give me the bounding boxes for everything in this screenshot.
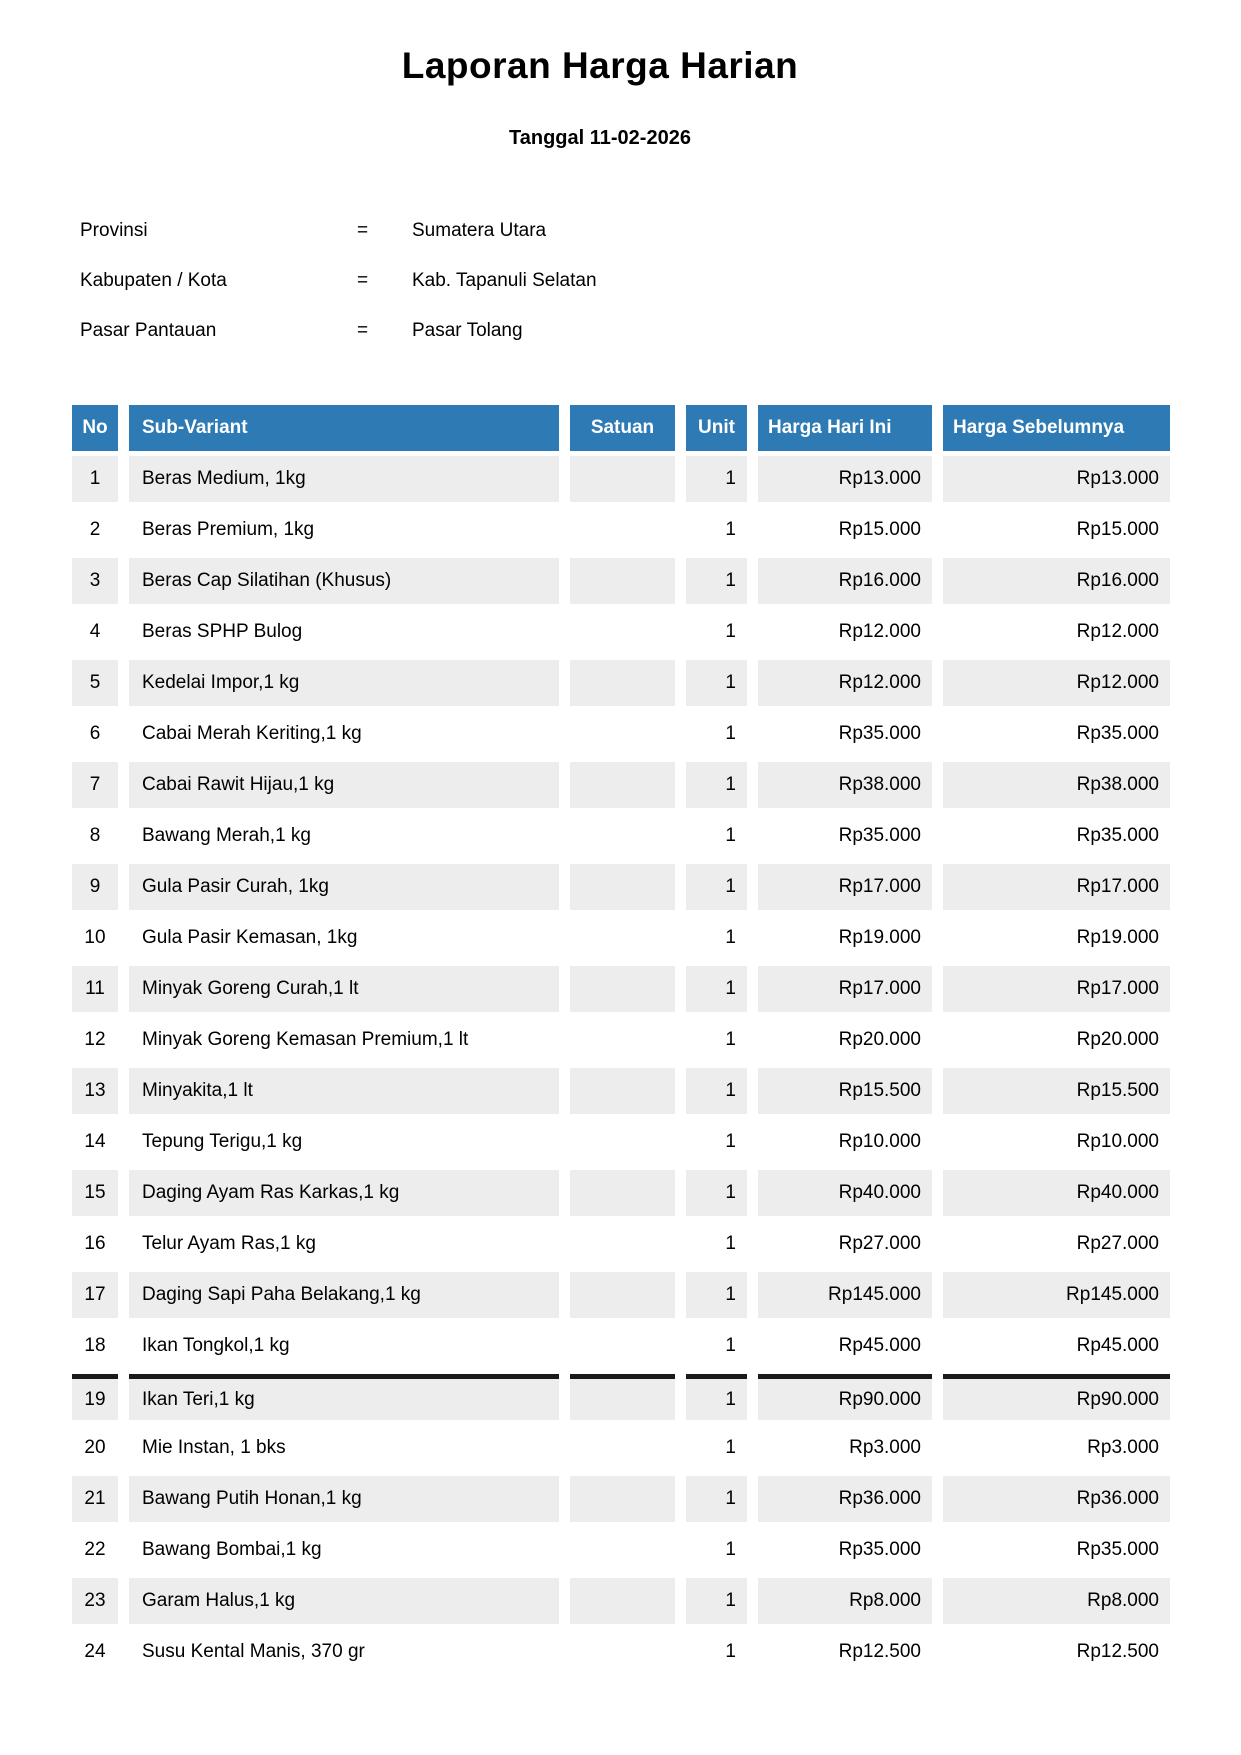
cell-sub-variant: Kedelai Impor,1 kg	[129, 660, 559, 706]
cell-unit: 1	[686, 1374, 747, 1420]
metadata-row-pasar	[80, 320, 780, 370]
cell-sub-variant: Gula Pasir Curah, 1kg	[129, 864, 559, 910]
cell-satuan	[570, 1272, 675, 1318]
column-header-harga-hari-ini: Harga Hari Ini	[758, 405, 932, 451]
cell-harga-hari-ini: Rp15.500	[758, 1068, 932, 1114]
cell-harga-hari-ini: Rp35.000	[838, 723, 921, 744]
cell-harga-sebelumnya: Rp27.000	[1076, 1233, 1159, 1254]
column-header-no: No	[72, 405, 118, 451]
cell-harga-sebelumnya: Rp90.000	[943, 1374, 1170, 1420]
cell-satuan	[570, 660, 675, 706]
cell-harga-sebelumnya: Rp20.000	[1076, 1029, 1159, 1050]
cell-sub-variant: Daging Ayam Ras Karkas,1 kg	[129, 1170, 559, 1216]
cell-harga-hari-ini: Rp8.000	[758, 1578, 932, 1624]
cell-unit: 1	[686, 1170, 747, 1216]
cell-unit: 1	[725, 1029, 736, 1050]
cell-no: 24	[84, 1641, 106, 1662]
cell-unit: 1	[686, 1272, 747, 1318]
cell-unit: 1	[725, 519, 736, 540]
cell-sub-variant: Beras Cap Silatihan (Khusus)	[129, 558, 559, 604]
equals-sign: =	[357, 320, 369, 341]
cell-unit: 1	[686, 762, 747, 808]
cell-satuan	[570, 1068, 675, 1114]
price-table	[72, 405, 1170, 1675]
column-header-sub-variant: Sub-Variant	[129, 405, 559, 451]
metadata-label: Provinsi	[80, 220, 148, 241]
cell-unit: 1	[686, 660, 747, 706]
cell-unit: 1	[725, 723, 736, 744]
cell-unit: 1	[725, 1233, 736, 1254]
cell-harga-sebelumnya: Rp19.000	[1076, 927, 1159, 948]
cell-unit: 1	[686, 864, 747, 910]
cell-satuan	[570, 1119, 675, 1165]
cell-unit: 1	[725, 1131, 736, 1152]
cell-no: 10	[84, 927, 106, 948]
cell-sub-variant: Beras SPHP Bulog	[142, 621, 303, 642]
cell-harga-sebelumnya: Rp12.000	[943, 660, 1170, 706]
cell-sub-variant: Minyakita,1 lt	[129, 1068, 559, 1114]
cell-satuan	[570, 1170, 675, 1216]
report-date: Tanggal 11-02-2026	[509, 127, 691, 149]
metadata-row-kabupaten	[80, 270, 780, 320]
cell-harga-sebelumnya: Rp12.000	[1076, 621, 1159, 642]
cell-no: 9	[72, 864, 118, 910]
cell-harga-hari-ini: Rp35.000	[838, 825, 921, 846]
cell-harga-hari-ini: Rp20.000	[838, 1029, 921, 1050]
cell-sub-variant: Beras Premium, 1kg	[142, 519, 315, 540]
cell-harga-hari-ini: Rp15.000	[838, 519, 921, 540]
cell-satuan	[570, 456, 675, 502]
cell-sub-variant: Tepung Terigu,1 kg	[142, 1131, 303, 1152]
cell-unit: 1	[686, 558, 747, 604]
cell-no: 14	[84, 1131, 106, 1152]
cell-satuan	[570, 915, 675, 961]
cell-harga-sebelumnya: Rp45.000	[1076, 1335, 1159, 1356]
cell-no: 21	[72, 1476, 118, 1522]
cell-sub-variant: Susu Kental Manis, 370 gr	[142, 1641, 365, 1662]
cell-no: 13	[72, 1068, 118, 1114]
cell-harga-hari-ini: Rp27.000	[838, 1233, 921, 1254]
cell-unit: 1	[686, 1578, 747, 1624]
metadata-value: Kab. Tapanuli Selatan	[412, 270, 597, 291]
equals-sign: =	[357, 220, 369, 241]
cell-satuan	[570, 1374, 675, 1420]
cell-no: 3	[72, 558, 118, 604]
cell-unit: 1	[725, 1335, 736, 1356]
cell-harga-hari-ini: Rp12.000	[758, 660, 932, 706]
cell-no: 7	[72, 762, 118, 808]
cell-sub-variant: Ikan Tongkol,1 kg	[142, 1335, 290, 1356]
cell-unit: 1	[686, 966, 747, 1012]
metadata-row-provinsi	[80, 220, 780, 270]
cell-sub-variant: Daging Sapi Paha Belakang,1 kg	[129, 1272, 559, 1318]
cell-no: 4	[89, 621, 101, 642]
cell-harga-sebelumnya: Rp38.000	[943, 762, 1170, 808]
cell-unit: 1	[725, 1641, 736, 1662]
cell-no: 1	[72, 456, 118, 502]
cell-unit: 1	[686, 1068, 747, 1114]
cell-harga-hari-ini: Rp12.500	[838, 1641, 921, 1662]
cell-harga-sebelumnya: Rp40.000	[943, 1170, 1170, 1216]
cell-sub-variant: Beras Medium, 1kg	[129, 456, 559, 502]
cell-satuan	[570, 813, 675, 859]
cell-harga-sebelumnya: Rp17.000	[943, 864, 1170, 910]
metadata-section	[80, 220, 780, 370]
cell-unit: 1	[725, 825, 736, 846]
cell-harga-hari-ini: Rp36.000	[758, 1476, 932, 1522]
metadata-value: Pasar Tolang	[412, 320, 523, 341]
cell-no: 6	[89, 723, 101, 744]
cell-harga-sebelumnya: Rp145.000	[943, 1272, 1170, 1318]
cell-no: 19	[72, 1374, 118, 1420]
cell-no: 5	[72, 660, 118, 706]
cell-unit: 1	[686, 456, 747, 502]
cell-satuan	[570, 1323, 675, 1369]
cell-sub-variant: Minyak Goreng Kemasan Premium,1 lt	[142, 1029, 469, 1050]
cell-harga-sebelumnya: Rp3.000	[1087, 1437, 1159, 1458]
cell-satuan	[570, 762, 675, 808]
cell-harga-sebelumnya: Rp15.500	[943, 1068, 1170, 1114]
cell-harga-sebelumnya: Rp35.000	[1076, 723, 1159, 744]
cell-harga-hari-ini: Rp38.000	[758, 762, 932, 808]
cell-satuan	[570, 864, 675, 910]
cell-harga-hari-ini: Rp10.000	[838, 1131, 921, 1152]
cell-unit: 1	[725, 1539, 736, 1560]
cell-sub-variant: Bawang Merah,1 kg	[142, 825, 311, 846]
cell-sub-variant: Ikan Teri,1 kg	[129, 1374, 559, 1420]
cell-sub-variant: Cabai Rawit Hijau,1 kg	[129, 762, 559, 808]
cell-no: 8	[89, 825, 101, 846]
report-title: Laporan Harga Harian	[401, 45, 799, 86]
cell-no: 20	[84, 1437, 106, 1458]
cell-harga-sebelumnya: Rp35.000	[1076, 1539, 1159, 1560]
column-header-satuan: Satuan	[570, 405, 675, 451]
cell-unit: 1	[725, 621, 736, 642]
cell-satuan	[570, 711, 675, 757]
cell-harga-sebelumnya: Rp13.000	[943, 456, 1170, 502]
cell-satuan	[570, 1629, 675, 1675]
cell-no: 15	[72, 1170, 118, 1216]
cell-harga-hari-ini: Rp145.000	[758, 1272, 932, 1318]
cell-sub-variant: Garam Halus,1 kg	[129, 1578, 559, 1624]
cell-sub-variant: Cabai Merah Keriting,1 kg	[142, 723, 362, 744]
cell-sub-variant: Mie Instan, 1 bks	[142, 1437, 286, 1458]
cell-sub-variant: Minyak Goreng Curah,1 lt	[129, 966, 559, 1012]
cell-harga-hari-ini: Rp3.000	[849, 1437, 921, 1458]
cell-harga-sebelumnya: Rp16.000	[943, 558, 1170, 604]
cell-harga-sebelumnya: Rp36.000	[943, 1476, 1170, 1522]
column-header-harga-sebelumnya: Harga Sebelumnya	[943, 405, 1170, 451]
cell-sub-variant: Gula Pasir Kemasan, 1kg	[142, 927, 358, 948]
cell-harga-hari-ini: Rp19.000	[838, 927, 921, 948]
cell-satuan	[570, 1476, 675, 1522]
column-header-unit: Unit	[686, 405, 747, 451]
cell-unit: 1	[725, 927, 736, 948]
cell-satuan	[570, 966, 675, 1012]
cell-harga-sebelumnya: Rp10.000	[1076, 1131, 1159, 1152]
metadata-label: Pasar Pantauan	[80, 320, 217, 341]
cell-harga-hari-ini: Rp40.000	[758, 1170, 932, 1216]
cell-satuan	[570, 507, 675, 553]
cell-satuan	[570, 1527, 675, 1573]
metadata-value: Sumatera Utara	[412, 220, 547, 241]
cell-no: 17	[72, 1272, 118, 1318]
cell-sub-variant: Telur Ayam Ras,1 kg	[142, 1233, 316, 1254]
cell-harga-hari-ini: Rp17.000	[758, 864, 932, 910]
cell-satuan	[570, 1221, 675, 1267]
cell-harga-sebelumnya: Rp35.000	[1076, 825, 1159, 846]
cell-satuan	[570, 1578, 675, 1624]
cell-no: 18	[84, 1335, 106, 1356]
metadata-label: Kabupaten / Kota	[80, 270, 227, 291]
cell-no: 22	[84, 1539, 106, 1560]
cell-satuan	[570, 558, 675, 604]
cell-harga-sebelumnya: Rp15.000	[1076, 519, 1159, 540]
cell-harga-hari-ini: Rp35.000	[838, 1539, 921, 1560]
cell-harga-hari-ini: Rp13.000	[758, 456, 932, 502]
cell-harga-hari-ini: Rp16.000	[758, 558, 932, 604]
cell-sub-variant: Bawang Bombai,1 kg	[142, 1539, 322, 1560]
cell-harga-sebelumnya: Rp12.500	[1076, 1641, 1159, 1662]
cell-unit: 1	[725, 1437, 736, 1458]
cell-harga-hari-ini: Rp45.000	[838, 1335, 921, 1356]
cell-harga-hari-ini: Rp17.000	[758, 966, 932, 1012]
cell-no: 2	[89, 519, 101, 540]
cell-harga-hari-ini: Rp12.000	[838, 621, 921, 642]
cell-satuan	[570, 1017, 675, 1063]
cell-no: 12	[84, 1029, 106, 1050]
cell-no: 11	[72, 966, 118, 1012]
cell-unit: 1	[686, 1476, 747, 1522]
cell-satuan	[570, 609, 675, 655]
cell-sub-variant: Bawang Putih Honan,1 kg	[129, 1476, 559, 1522]
cell-harga-sebelumnya: Rp17.000	[943, 966, 1170, 1012]
cell-satuan	[570, 1425, 675, 1471]
equals-sign: =	[357, 270, 369, 291]
cell-no: 16	[84, 1233, 106, 1254]
cell-harga-hari-ini: Rp90.000	[758, 1374, 932, 1420]
cell-no: 23	[72, 1578, 118, 1624]
cell-harga-sebelumnya: Rp8.000	[943, 1578, 1170, 1624]
